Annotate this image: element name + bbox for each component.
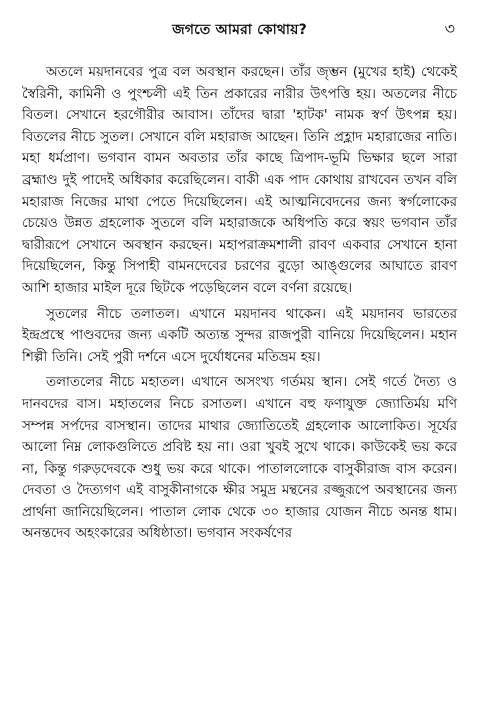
running-title: জগতে আমরা কোথায়? bbox=[172, 22, 307, 38]
paragraph-mahatal-rasatal-patal: তলাতলের নীচে মহাতল। এখানে অসংখ্য গর্তময় স্থান। সেই গর্তে দৈত্য ও দানবদের বাস। মহাতলের নিচে রসাতল। এখানে বহু ফণাযুক্ত জ্যোতির্ময় মণি সম্পন্ন সর্পদের বাসস্থান। তাদের মাথার জ্যোতিতেই গ্রহলোক আলোকিত। সূর্যের আলো নিম্ন লোকগুলিতে প্রবিষ্ট হয় না। ওরা খুবই সুখে থাকে। কাউকেই ভয় করে না, কিন্তু গরুড়দেবকে শুধু ভয় করে থাকে। পাতাললোকে বাসুকীরাজ বাস করেন। দেবতা ও দৈত্যগণ এই বাসুকীনাগকে ক্ষীর সমুদ্র মন্থনের রজ্জুরূপে অবস্থানের জন্য প্রার্থনা জানিয়েছিলেন। পাতাল লোক থেকে ৩০ হাজার যোজন নীচে অনন্ত ধাম। অনন্তদেব অহংকারের অধিষ্ঠাতা। ভগবান সংকর্ষণের bbox=[22, 375, 457, 542]
page-header bbox=[22, 12, 457, 42]
body-text bbox=[22, 62, 457, 545]
paragraph-atal-vital-sutal: অতলে ময়দানবের পুত্র বল অবস্থান করছেন। তাঁর জৃম্ভন (মুখের হাই) থেকেই স্বৈরিনী, কামিনী ও পুংশ্চলী এই তিন প্রকারের নারীর উৎপত্তি হয়। অতলের নীচে বিতল। সেখানে হরগৌরীর আবাস। তাঁদের দ্বারা 'হাটক' নামক স্বর্ণ উৎপন্ন হয়। বিতলের নীচে সুতল। সেখানে বলি মহারাজ আছেন। তিনি প্রহ্লাদ মহারাজের নাতি। মহা ধর্মপ্রাণ। ভগবান বামন অবতার তাঁর কাছে ত্রিপাদ-ভূমি ভিক্ষার ছলে সারা ব্রহ্মাণ্ড দুই পাদেই অধিকার করেছিলেন। বাকী এক পাদ কোথায় রাখবেন তখন বলি মহারাজ নিজের মাথা পেতে দিয়েছিলেন। এই আত্মনিবেদনের জন্য স্বর্গলোকের চেয়েও উন্নত গ্রহলোক সুতলে বলি মহারাজকে অধিপতি করে স্বয়ং ভগবান তাঁর দ্বারীরূপে সেখানে অবস্থান করছেন। মহাপরাক্রমশালী রাবণ একবার সেখানে হানা দিয়েছিলেন, কিন্তু সিপাহী বামনদেবের চরণের বুড়ো আঙ্গুলের আঘাতে রাবণ আশি হাজার মাইল দূরে ছিটকে পড়েছিলেন বলে বর্ণনা রয়েছে। bbox=[22, 65, 457, 296]
paragraph-talatal: সুতলের নীচে তলাতল। এখানে ময়দানব থাকেন। এই ময়দানব ভারতের ইন্দ্রপ্রস্থে পাণ্ডবদের জন্য একটি অত্যন্ত সুন্দর রাজপুরী বানিয়ে দিয়েছিলেন। মহান শিল্পী তিনি। সেই পুরী দর্শনে এসে দুর্যোধনের মতিভ্রম হয়। bbox=[22, 306, 457, 365]
page-number: ৩ bbox=[444, 19, 455, 38]
